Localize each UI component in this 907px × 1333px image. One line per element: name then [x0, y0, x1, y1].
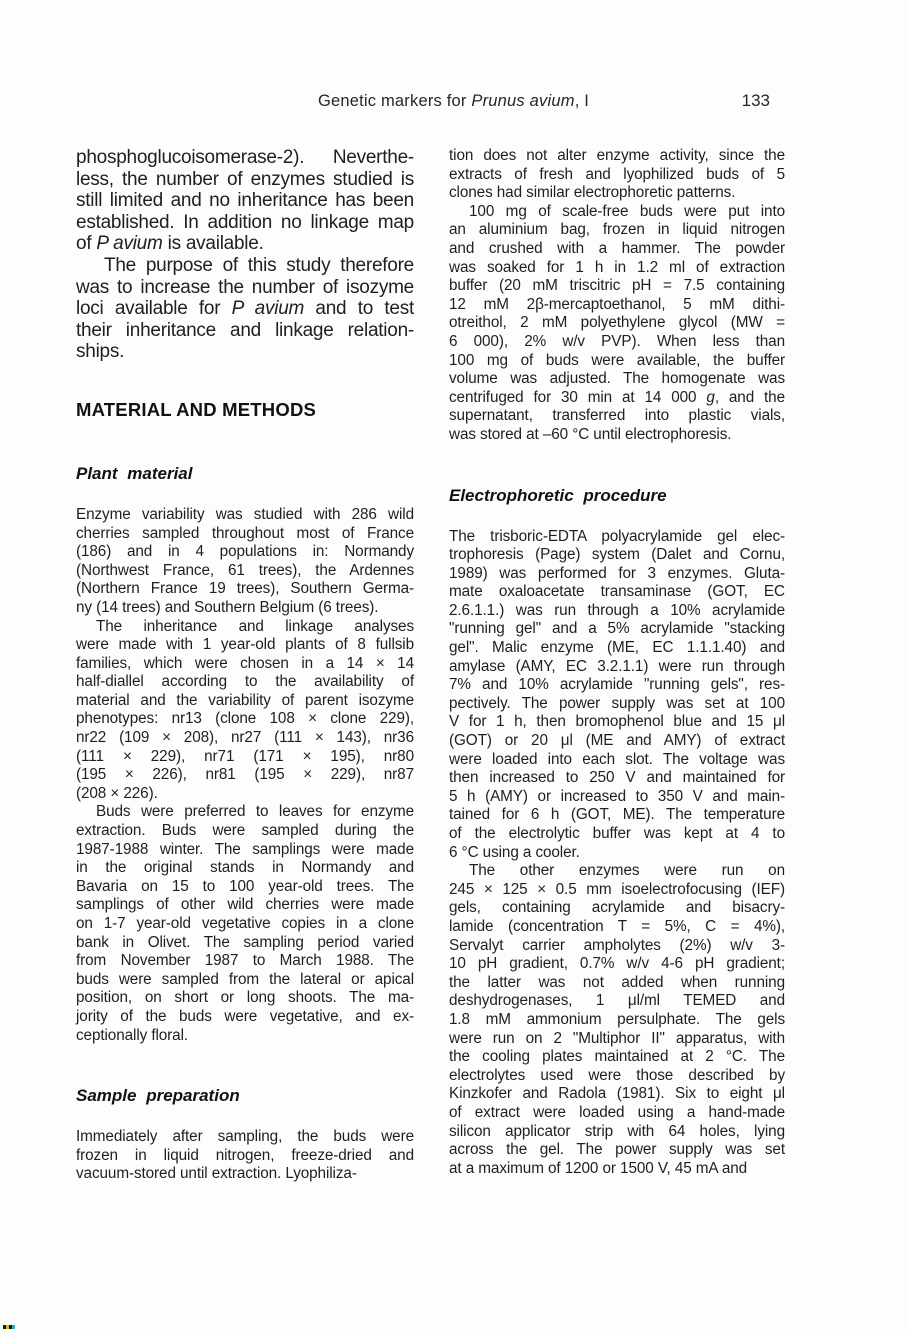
- scan-artifact: [3, 1325, 15, 1329]
- text-line: buffer (20 mM triscitric pH = 7.5 containing: [449, 277, 785, 295]
- text-line: mate oxaloacetate transaminase (GOT, EC: [449, 583, 785, 601]
- paragraph: [449, 203, 785, 445]
- text-line: were run on 2 "Multiphor II" apparatus, with: [449, 1029, 785, 1047]
- text-line: 100 mg of scale-free buds were put into: [469, 202, 785, 220]
- text-line: lamide (concentration T = 5%, C = 4%),: [449, 917, 785, 935]
- text-line: The other enzymes were run on: [469, 862, 785, 880]
- text-line: ny (14 trees) and Southern Belgium (6 trees).: [76, 598, 379, 616]
- paragraph: [76, 255, 414, 363]
- running-head-title: [0, 92, 907, 110]
- text-line: was soaked for 1 h in 1.2 ml of extraction: [449, 258, 785, 276]
- text-line: cherries sampled throughout most of France: [76, 524, 414, 542]
- text-line: less, the number of enzymes studied is: [76, 168, 414, 190]
- text-line: clones had similar electrophoretic patterns.: [449, 184, 736, 202]
- text-line: 6 °C using a cooler.: [449, 843, 580, 861]
- text-line: volume was adjusted. The homogenate was: [449, 370, 785, 388]
- text-line: gels, containing acrylamide and bisacry-: [449, 899, 785, 917]
- text-line: nr22 (109 × 208), nr27 (111 × 143), nr36: [76, 729, 414, 747]
- text-line: still limited and no inheritance has been: [76, 190, 414, 212]
- right-column: [449, 147, 785, 1178]
- scan-artifact-segment: [12, 1325, 15, 1329]
- text-line: ships.: [76, 341, 125, 363]
- text-line: 5 h (AMY) or increased to 350 V and main-: [449, 787, 785, 805]
- text-line: electrolytes used were those described by: [449, 1066, 785, 1084]
- text-line: was stored at –60 °C until electrophoresis.: [449, 425, 732, 443]
- text-line: ceptionally floral.: [76, 1026, 189, 1044]
- text-line: The trisboric-EDTA polyacrylamide gel elec-: [449, 527, 785, 545]
- text-line: (GOT) or 20 μl (ME and AMY) of extract: [449, 732, 785, 750]
- text-line: (111 × 229), nr71 (171 × 195), nr80: [76, 747, 414, 765]
- text-line: deshydrogenases, 1 μl/ml TEMED and: [449, 992, 785, 1010]
- text-line: tion does not alter enzyme activity, since the: [449, 147, 785, 164]
- paragraph: [76, 618, 414, 804]
- text-line: The inheritance and linkage analyses: [96, 617, 414, 635]
- text-line: loci available for P avium and to test: [76, 298, 414, 320]
- text-line: were loaded into each slot. The voltage was: [449, 750, 785, 768]
- left-column: [76, 147, 414, 1184]
- text-line: 7% and 10% acrylamide "running gels", res-: [449, 676, 785, 694]
- text-line: vacuum-stored until extraction. Lyophiliza-: [76, 1165, 357, 1183]
- text-line: and crushed with a hammer. The powder: [449, 239, 785, 257]
- text-line: buds were sampled from the lateral or apical: [76, 970, 414, 988]
- text-line: material and the variability of parent isozyme: [76, 691, 414, 709]
- paragraph: [449, 147, 785, 203]
- text-line: the latter was not added when running: [449, 973, 785, 991]
- text-line: silicon applicator strip with 64 holes, lying: [449, 1122, 785, 1140]
- text-line: V for 1 h, then bromophenol blue and 15 μl: [449, 713, 785, 731]
- text-line: were made with 1 year-old plants of 8 fullsib: [76, 636, 414, 654]
- text-line: trophoresis (Page) system (Dalet and Cornu,: [449, 546, 785, 564]
- text-line: their inheritance and linkage relation-: [76, 319, 414, 341]
- text-line: 6 000), 2% w/v PVP). When less than: [449, 332, 785, 350]
- text-line: families, which were chosen in a 14 × 14: [76, 654, 414, 672]
- text-line: extraction. Buds were sampled during the: [76, 822, 414, 840]
- text-line: "running gel" and a 5% acrylamide "stacking: [449, 620, 785, 638]
- text-line: established. In addition no linkage map: [76, 211, 414, 233]
- text-line: Kinzkofer and Radola (1981). Six to eight μl: [449, 1085, 785, 1103]
- text-line: 245 × 125 × 0.5 mm isoelectrofocusing (IEF): [449, 880, 785, 898]
- running-head: [0, 92, 907, 112]
- running-head-title-suffix: , I: [574, 92, 590, 110]
- text-line: phenotypes: nr13 (clone 108 × clone 229),: [76, 710, 414, 728]
- text-line: Immediately after sampling, the buds were: [76, 1128, 414, 1146]
- running-head-title-prefix: Genetic markers for: [317, 92, 472, 110]
- text-line: 1987-1988 winter. The samplings were made: [76, 840, 414, 858]
- text-line: was to increase the number of isozyme: [76, 276, 414, 298]
- page-number: 133: [741, 91, 770, 110]
- text-line: Bavaria on 15 to 100 year-old trees. The: [76, 877, 414, 895]
- text-line: The purpose of this study therefore: [104, 254, 414, 276]
- text-line: samplings of other wild cherries were made: [76, 896, 414, 914]
- text-line: (208 × 226).: [76, 784, 158, 802]
- running-head-title-species: Prunus avium: [471, 92, 575, 110]
- text-line: (Northwest France, 61 trees), the Ardennes: [76, 561, 414, 579]
- paragraph: [449, 862, 785, 1178]
- text-line: supernatant, transferred into plastic vials,: [449, 407, 785, 425]
- text-line: (195 × 226), nr81 (195 × 229), nr87: [76, 766, 414, 784]
- text-line: (Northern France 19 trees), Southern Germa-: [76, 580, 414, 598]
- text-line: 100 mg of buds were available, the buffer: [449, 351, 785, 369]
- paragraph: [76, 1128, 414, 1184]
- text-line: of the electrolytic buffer was kept at 4 to: [449, 825, 785, 842]
- text-line: Buds were preferred to leaves for enzyme: [96, 803, 414, 821]
- text-line: 1989) was performed for 3 enzymes. Gluta-: [449, 564, 785, 582]
- text-line: gel". Malic enzyme (ME, EC 1.1.1.40) and: [449, 639, 785, 657]
- paragraph: [76, 803, 414, 1045]
- text-line: phosphoglucoisomerase-2). Neverthe-: [76, 147, 414, 168]
- subsection-heading: Electrophoretic procedure: [449, 485, 667, 505]
- text-line: 1.8 mM ammonium persulphate. The gels: [449, 1010, 785, 1028]
- text-line: otreithol, 2 mM polyethylene glycol (MW =: [449, 314, 785, 332]
- text-line: of extract were loaded using a hand-made: [449, 1103, 785, 1121]
- text-line: half-diallel according to the availability of: [76, 673, 414, 691]
- text-line: 2.6.1.1.) was run through a 10% acrylamide: [449, 601, 785, 619]
- text-line: (186) and in 4 populations in: Normandy: [76, 543, 414, 561]
- text-line: jority of the buds were vegetative, and ex-: [76, 1007, 414, 1025]
- subsection-heading: Sample preparation: [76, 1086, 240, 1106]
- text-line: centrifuged for 30 min at 14 000 g, and the: [449, 388, 786, 406]
- text-line: Servalyt carrier ampholytes (2%) w/v 3-: [449, 936, 785, 954]
- text-line: then increased to 250 V and maintained for: [449, 769, 785, 787]
- text-line: pectively. The power supply was set at 100: [449, 694, 785, 712]
- text-line: amylase (AMY, EC 3.2.1.1) were run through: [449, 657, 785, 675]
- text-line: from November 1987 to March 1988. The: [76, 952, 414, 970]
- paragraph: [76, 147, 414, 255]
- text-line: extracts of fresh and lyophilized buds of 5: [449, 165, 785, 183]
- text-line: bank in Olivet. The sampling period varied: [76, 933, 414, 951]
- paragraph: [449, 528, 785, 863]
- text-line: 12 mM 2β-mercaptoethanol, 5 mM dithi-: [449, 295, 785, 313]
- subsection-heading: Plant material: [76, 463, 193, 483]
- text-line: an aluminium bag, frozen in liquid nitrogen: [449, 221, 785, 239]
- paragraph: [76, 506, 414, 618]
- text-line: of P avium is available.: [76, 233, 264, 255]
- text-line: frozen in liquid nitrogen, freeze-dried and: [76, 1146, 414, 1164]
- text-line: on 1-7 year-old vegetative copies in a clone: [76, 915, 414, 932]
- text-line: at a maximum of 1200 or 1500 V, 45 mA and: [449, 1159, 748, 1177]
- text-line: across the gel. The power supply was set: [449, 1141, 785, 1159]
- text-line: 10 pH gradient, 0.7% w/v 4-6 pH gradient;: [449, 955, 785, 973]
- text-line: in the original stands in Normandy and: [76, 859, 414, 877]
- text-line: the cooling plates maintained at 2 °C. The: [449, 1048, 785, 1066]
- section-heading: MATERIAL AND METHODS: [76, 398, 317, 420]
- text-line: Enzyme variability was studied with 286 wild: [76, 505, 414, 523]
- text-line: tained for 6 h (GOT, ME). The temperature: [449, 806, 785, 824]
- text-line: position, on short or long shoots. The ma-: [76, 989, 414, 1007]
